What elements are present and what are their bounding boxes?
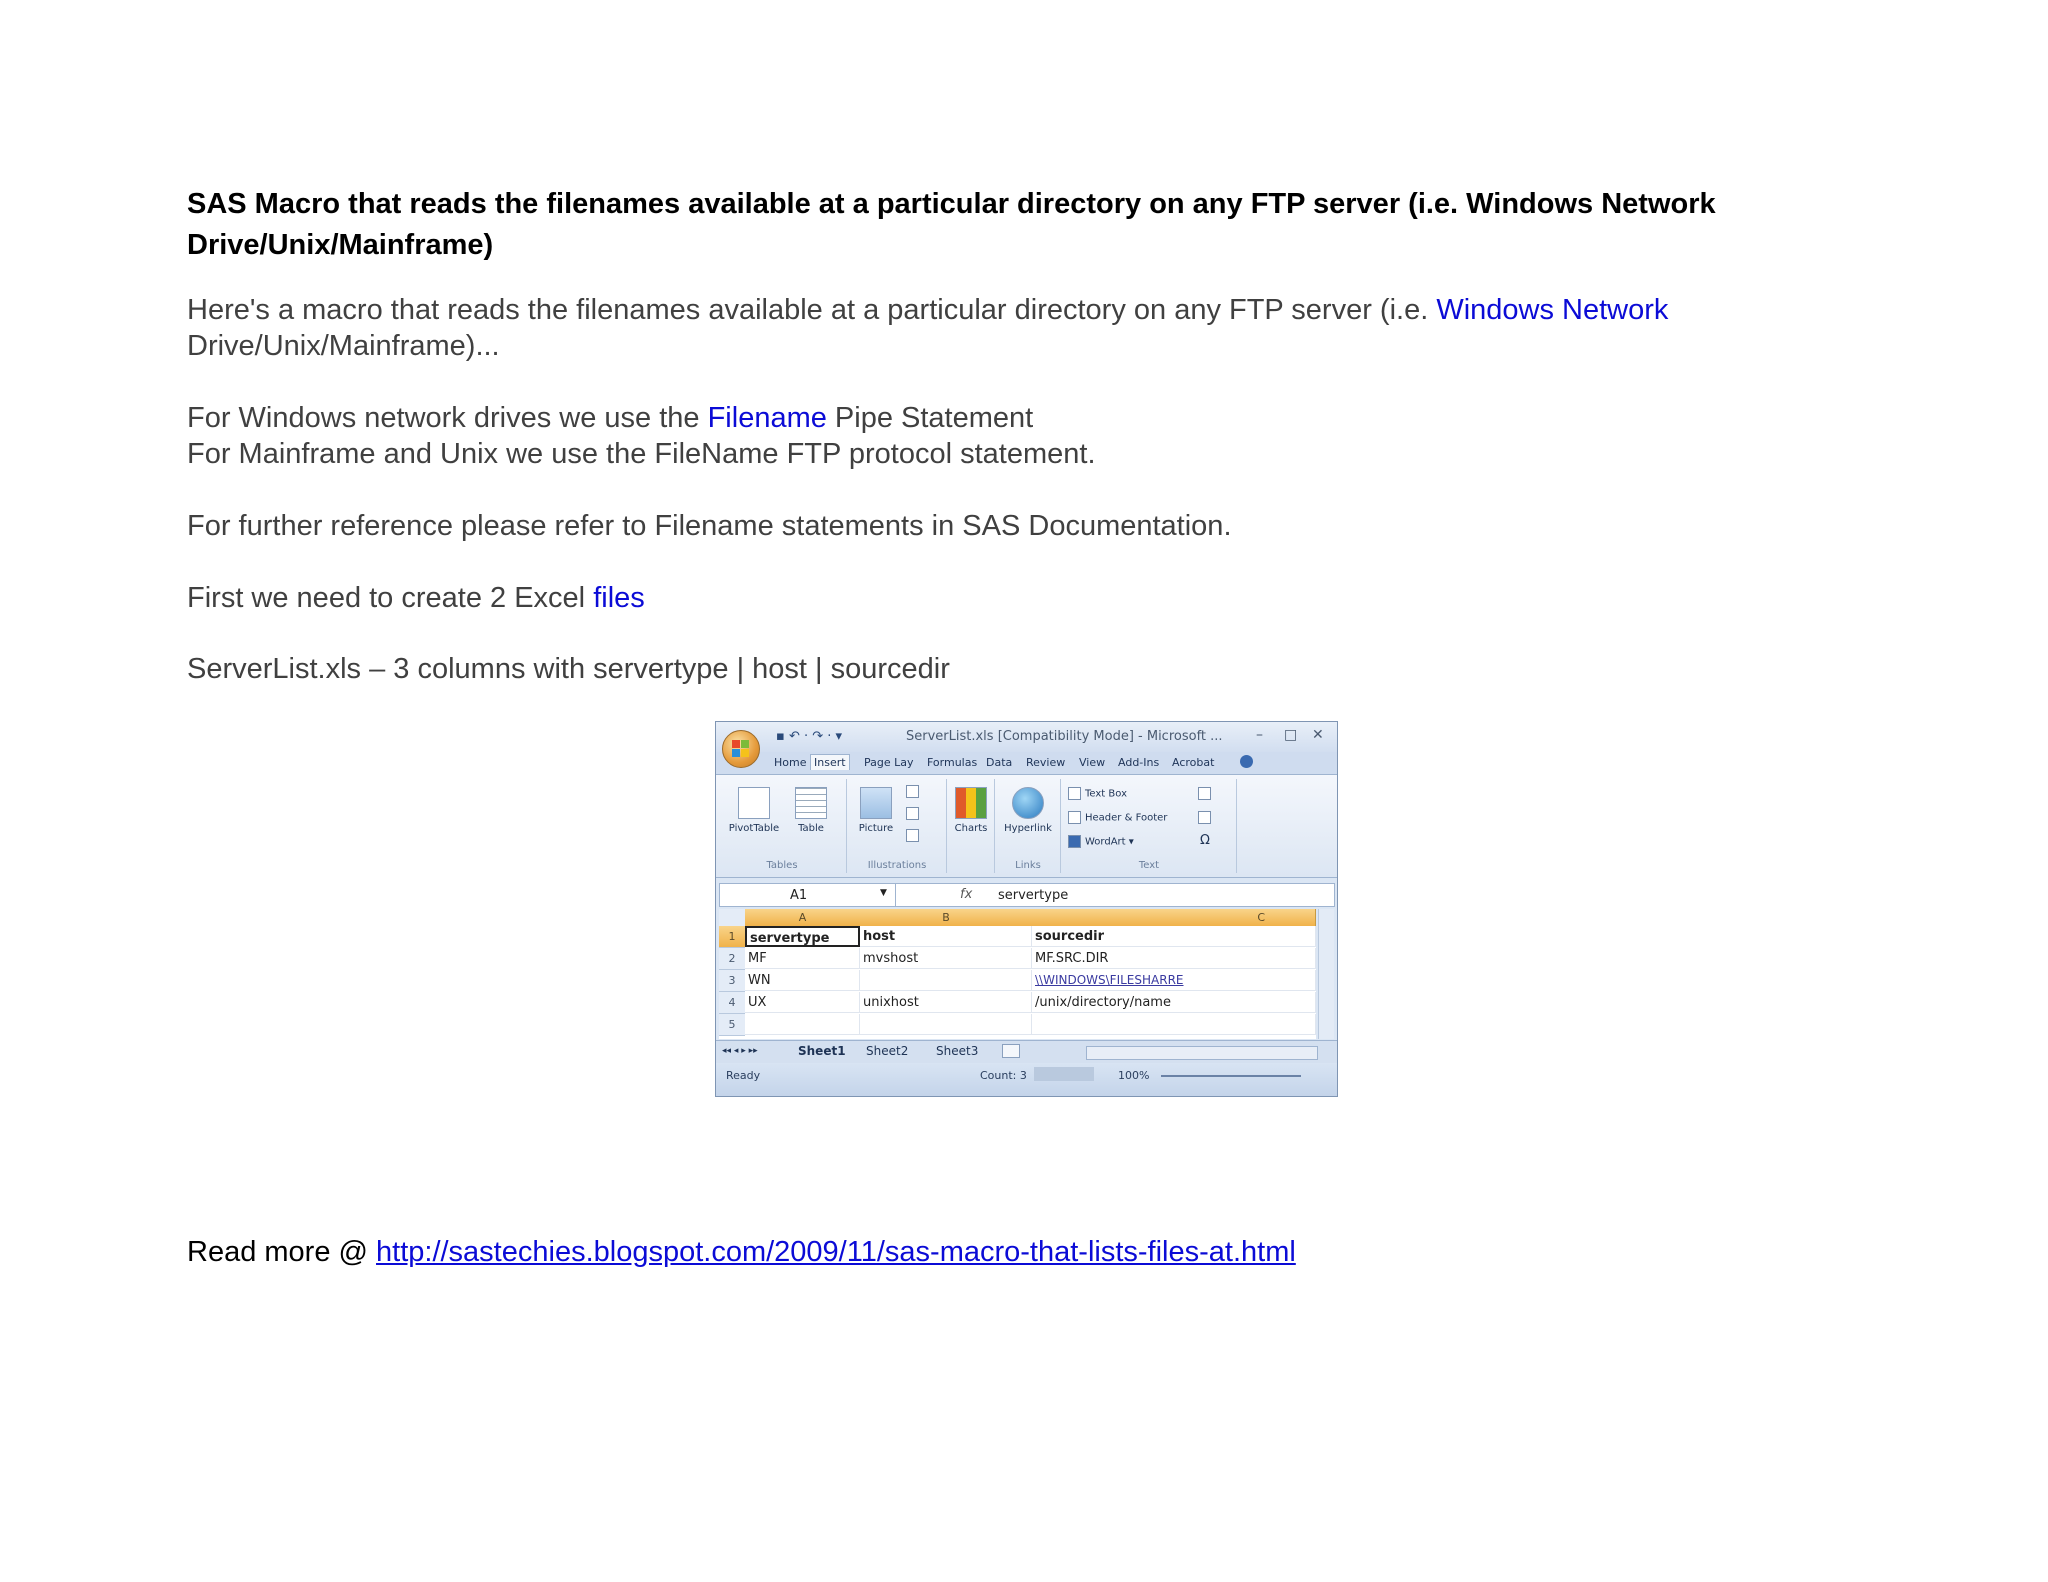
table-cell[interactable]: servertype xyxy=(745,926,860,947)
sheet-tabs-bar xyxy=(716,1040,1337,1063)
column-header-b[interactable]: B xyxy=(860,909,1033,926)
row-header[interactable]: 4 xyxy=(719,992,745,1014)
clipart-icon[interactable] xyxy=(906,785,923,798)
globe-icon xyxy=(1012,787,1044,819)
serverlist-paragraph: ServerList.xls – 3 columns with servertype | host | sourcedir xyxy=(187,653,950,685)
ribbon-group-tables xyxy=(718,779,847,873)
pivottable-button[interactable] xyxy=(726,787,782,834)
office-logo-icon xyxy=(732,740,750,758)
table-cell[interactable]: UX xyxy=(745,992,860,1013)
minimize-icon[interactable]: – xyxy=(1256,727,1263,743)
wordart-label: WordArt ▾ xyxy=(1085,836,1134,848)
vertical-scrollbar[interactable] xyxy=(1318,909,1334,1039)
tab-acrobat[interactable]: Acrobat xyxy=(1172,756,1215,769)
ribbon-group-illustrations-label: Illustrations xyxy=(867,860,927,871)
tab-insert[interactable]: Insert xyxy=(810,754,850,770)
status-ready: Ready xyxy=(726,1069,761,1082)
textbox-icon xyxy=(1068,787,1081,800)
formula-input[interactable]: servertype xyxy=(998,888,1069,903)
table-cell[interactable]: WN xyxy=(745,970,860,991)
table-cell[interactable] xyxy=(1032,1014,1316,1035)
table-cell[interactable]: unixhost xyxy=(860,992,1032,1013)
excel-window-title: ServerList.xls [Compatibility Mode] - Microsoft ... xyxy=(906,729,1223,744)
table-cell[interactable] xyxy=(860,970,1032,991)
horizontal-scrollbar[interactable] xyxy=(1086,1046,1318,1060)
document-title: SAS Macro that reads the filenames available at a particular directory on any FTP server (i.e. Windows Network Drive/Unix/Mainframe) xyxy=(187,188,1716,261)
picture-icon xyxy=(860,787,892,819)
zoom-slider[interactable] xyxy=(1161,1075,1301,1077)
header-footer-label: Header & Footer xyxy=(1085,812,1168,824)
view-buttons-icon[interactable] xyxy=(1034,1067,1094,1081)
header-footer-icon xyxy=(1068,811,1081,824)
new-sheet-icon[interactable] xyxy=(1002,1044,1020,1058)
object-icon[interactable] xyxy=(1198,811,1215,824)
sheet-tab-1[interactable]: Sheet1 xyxy=(798,1044,846,1058)
tab-page-layout[interactable]: Page Lay xyxy=(864,756,914,769)
wordart-button[interactable] xyxy=(1068,835,1134,848)
tab-view[interactable]: View xyxy=(1079,756,1106,769)
name-box-value: A1 xyxy=(790,888,808,903)
tab-add-ins[interactable]: Add-Ins xyxy=(1118,756,1160,769)
ribbon-tabs xyxy=(716,752,1337,775)
zoom-level: 100% xyxy=(1118,1069,1150,1082)
windows-paragraph xyxy=(187,400,1887,472)
table-button[interactable] xyxy=(786,787,836,834)
windows-text-a: For Windows network drives we use the xyxy=(187,402,708,434)
tab-formulas[interactable]: Formulas xyxy=(927,756,978,769)
table-cell[interactable]: /unix/directory/name xyxy=(1032,992,1316,1013)
table-cell[interactable]: sourcedir xyxy=(1032,926,1316,947)
charts-label: Charts xyxy=(954,823,988,834)
fx-icon[interactable]: fx xyxy=(960,887,973,902)
formula-bar xyxy=(719,883,1335,907)
signature-icon[interactable] xyxy=(1198,787,1215,800)
textbox-button[interactable] xyxy=(1068,787,1127,800)
shapes-icon[interactable] xyxy=(906,807,923,820)
table-cell[interactable] xyxy=(860,1014,1032,1035)
charts-button[interactable] xyxy=(952,787,990,834)
status-count: Count: 3 xyxy=(980,1069,1027,1082)
table-cell[interactable]: MF.SRC.DIR xyxy=(1032,948,1316,969)
row-header[interactable]: 1 xyxy=(719,926,745,948)
table-cell[interactable] xyxy=(745,1014,860,1035)
windows-network-link[interactable]: Windows Network xyxy=(1436,294,1669,326)
textbox-label: Text Box xyxy=(1085,788,1127,800)
help-icon[interactable] xyxy=(1240,755,1253,768)
spreadsheet-grid xyxy=(719,909,1316,1039)
intro-paragraph xyxy=(187,292,1887,364)
column-header-c[interactable]: C xyxy=(1032,909,1316,926)
excel-titlebar xyxy=(716,722,1337,752)
files-link[interactable]: files xyxy=(593,582,645,614)
tab-review[interactable]: Review xyxy=(1026,756,1066,769)
ribbon-group-tables-label: Tables xyxy=(766,860,798,871)
pivottable-label: PivotTable xyxy=(728,823,780,834)
row-header[interactable]: 3 xyxy=(719,970,745,992)
excel-paragraph xyxy=(187,580,1887,616)
chart-icon xyxy=(955,787,987,819)
office-button-icon[interactable] xyxy=(722,730,760,768)
symbol-icon[interactable]: Ω xyxy=(1200,833,1210,848)
column-header-a[interactable]: A xyxy=(745,909,861,926)
select-all-corner[interactable] xyxy=(719,909,746,926)
table-cell[interactable]: mvshost xyxy=(860,948,1032,969)
picture-label: Picture xyxy=(858,823,894,834)
row-header[interactable]: 5 xyxy=(719,1014,745,1036)
tab-data[interactable]: Data xyxy=(986,756,1013,769)
wordart-icon xyxy=(1068,835,1081,848)
excel-screenshot xyxy=(715,721,1338,1097)
ribbon xyxy=(716,775,1337,878)
sheet-tab-3[interactable]: Sheet3 xyxy=(936,1044,979,1058)
header-footer-button[interactable] xyxy=(1068,811,1167,824)
table-cell[interactable]: host xyxy=(860,926,1032,947)
read-more-link[interactable]: http://sastechies.blogspot.com/2009/11/sas-macro-that-lists-files-at.html xyxy=(376,1236,1296,1268)
hyperlink-button[interactable] xyxy=(1000,787,1056,834)
table-label: Table xyxy=(798,823,824,834)
ribbon-group-text xyxy=(1062,779,1237,873)
chevron-down-icon[interactable]: ▼ xyxy=(880,888,887,898)
formula-controls xyxy=(896,884,936,906)
quick-access-toolbar[interactable]: ▪ ↶ · ↷ · ▾ xyxy=(776,729,843,744)
reference-paragraph: For further reference please refer to Filename statements in SAS Documentation. xyxy=(187,510,1232,542)
filename-link[interactable]: Filename xyxy=(707,402,827,434)
status-bar xyxy=(716,1063,1337,1096)
ribbon-group-text-label: Text xyxy=(1138,860,1160,871)
table-cell-link[interactable]: \\WINDOWS\FILESHARRE xyxy=(1032,970,1316,991)
ribbon-group-links xyxy=(996,779,1061,873)
sheet-nav-icon[interactable]: ◂◂ ◂ ▸ ▸▸ xyxy=(722,1046,758,1056)
windows-text-b: Pipe Statement xyxy=(826,402,1034,434)
intro-rest: Drive/Unix/Mainframe)... xyxy=(187,330,500,362)
hyperlink-label: Hyperlink xyxy=(1004,823,1052,834)
smartart-icon[interactable] xyxy=(906,829,923,842)
close-icon[interactable]: ✕ xyxy=(1312,727,1324,743)
picture-button[interactable] xyxy=(852,787,900,834)
read-more-label: Read more @ xyxy=(187,1236,377,1268)
mainframe-text: For Mainframe and Unix we use the FileName FTP protocol statement. xyxy=(187,438,1096,470)
maximize-icon[interactable]: □ xyxy=(1284,727,1298,743)
ribbon-group-illustrations xyxy=(848,779,947,873)
table-cell[interactable]: MF xyxy=(745,948,860,969)
name-box[interactable] xyxy=(720,884,896,906)
ribbon-group-links-label: Links xyxy=(1015,860,1041,871)
tab-home[interactable]: Home xyxy=(774,756,807,769)
read-more-line xyxy=(187,1234,1296,1270)
sheet-tab-2[interactable]: Sheet2 xyxy=(866,1044,909,1058)
excel-text: First we need to create 2 Excel xyxy=(187,582,594,614)
table-icon xyxy=(795,787,827,819)
pivottable-icon xyxy=(738,787,770,819)
intro-text: Here's a macro that reads the filenames available at a particular directory on any FTP server (i.e. xyxy=(187,294,1437,326)
ribbon-group-charts xyxy=(948,779,995,873)
row-header[interactable]: 2 xyxy=(719,948,745,970)
